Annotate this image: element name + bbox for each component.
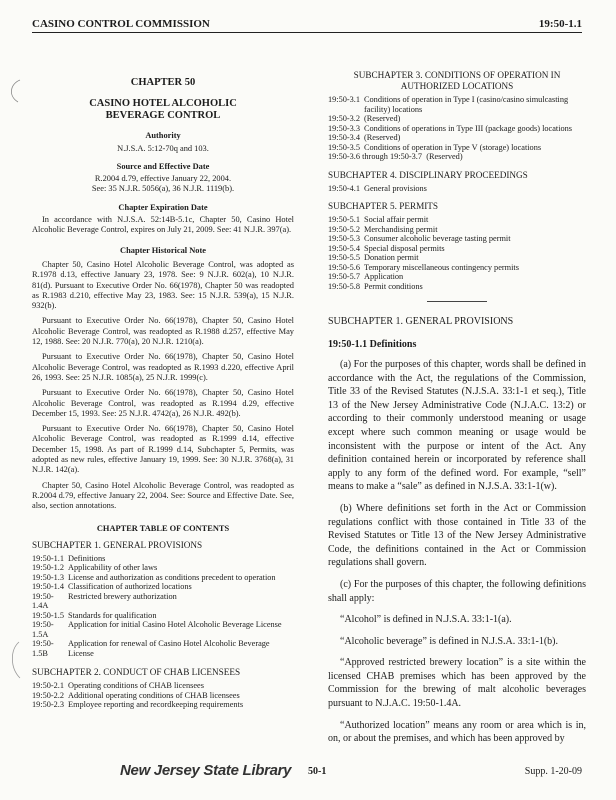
body-paragraph: “Authorized location” means any room or area which is in, on, or about the premises, and which has been approved by <box>328 719 586 745</box>
toc-entry: 19:50-1.3 License and authorization as conditions precedent to operation <box>32 572 276 582</box>
history-note: Chapter 50, Casino Hotel Alcoholic Beverage Control, was readopted as R.2004 d.79, effective January 22, 2004. See: Source and Effective Date. See, also, section annotations. <box>32 480 294 511</box>
body-paragraph: (a) For the purposes of this chapter, words shall be defined in accordance with the Act, the regulations of the Commission, Title 33 of the Revised Statutes (N.J.S.A. 33:1-1 et seq.), Title 13 of the New Jersey Administrative Code (N.J.A.C. 13:2) or according to their commonly understood meaning or usage except where such common meaning or usage would be inconsistent with the purpose or intent of the Act. Any definition contained herein or incorporated by reference shall apply to any form of the defined word. For example, “sell” means to make a “sale” as defined in N.J.S.A. 33:1-1(w). <box>328 359 586 493</box>
toc-entry: 19:50-1.5 Standards for qualification <box>32 610 157 620</box>
toc-entry: 19:50-1.5A Application for initial Casino Hotel Alcoholic Beverage License <box>32 620 282 639</box>
toc-entry: 19:50-3.2 (Reserved) <box>328 114 401 123</box>
toc-entry: 19:50-3.6 through 19:50-3.7 (Reserved) <box>328 152 463 161</box>
history-note: Pursuant to Executive Order No. 66(1978), Chapter 50, Casino Hotel Alcoholic Beverage Control, was readopted as R.1999 d.14, effective December 15, 1998. As part of R.1999 d.14, Subchapter 5, Permits, was adopted as new rules, effective January 19, 1999. See: 30 N.J.R. 3768(a), 31 N.J.R. 142(a). <box>32 424 294 475</box>
toc-subchapter-4-list <box>328 184 586 194</box>
source-heading: Source and Effective Date <box>116 161 210 171</box>
chapter-number: CHAPTER 50 <box>130 77 196 88</box>
section-divider <box>427 301 487 302</box>
toc-subchapter-3-list <box>328 95 586 162</box>
toc-entry: 19:50-3.3 Conditions of operations in Type III (package goods) locations <box>328 123 573 133</box>
toc-entry: 19:50-1.4 Classification of authorized locations <box>32 582 192 592</box>
left-column <box>32 78 294 710</box>
toc-entry: 19:50-5.3 Consumer alcoholic beverage tasting permit <box>328 234 511 243</box>
scan-edge-mark-top <box>4 78 24 104</box>
body-paragraph: (b) Where definitions set forth in the Act or Commission regulations conflict with those contained in Title 33 of the Revised Statutes or Title 13 of the New Jersey Administrative Code, the definitions contained in the Act or Commission regulations shall govern. <box>328 502 586 569</box>
toc-subchapter-4-title: SUBCHAPTER 4. DISCIPLINARY PROCEEDINGS <box>328 169 528 180</box>
source-line-2: See: 35 N.J.R. 5056(a), 36 N.J.R. 1119(b). <box>91 184 235 194</box>
toc-entry: 19:50-2.3 Employee reporting and recordkeeping requirements <box>32 700 244 710</box>
chapter-title-line-1: CASINO HOTEL ALCOHOLIC <box>89 98 237 110</box>
page-number: 50-1 <box>308 766 327 777</box>
toc-subchapter-5-list <box>328 215 586 291</box>
toc-entry: 19:50-5.1 Social affair permit <box>328 215 429 224</box>
history-note: Chapter 50, Casino Hotel Alcoholic Beverage Control, was adopted as R.1978 d.13, effective January 23, 1978. See: 9 N.J.R. 602(a), 10 N.J.R. 81(d). Pursuant to Executive Order No. 66(1978), Chapter 50 was readopted as R.1983 d.210, effective May 23, 1983. See: 15 N.J.R. 539(a), 15 N.J.R. 932(b). <box>32 259 294 311</box>
header-agency: CASINO CONTROL COMMISSION <box>32 18 210 30</box>
body-paragraph: “Alcoholic beverage” is defined in N.J.S.A. 33:1-1(b). <box>340 635 558 647</box>
toc-entry: 19:50-3.4 (Reserved) <box>328 133 401 142</box>
toc-entry: 19:50-3.5 Conditions of operation in Type V (storage) locations <box>328 142 542 152</box>
toc-entry: 19:50-5.6 Temporary miscellaneous contingency permits <box>328 262 519 272</box>
toc-subchapter-3-title-line-2: AUTHORIZED LOCATIONS <box>400 81 514 91</box>
toc-entry: 19:50-5.7 Application <box>328 272 404 281</box>
toc-entry: 19:50-1.4A Restricted brewery authorization <box>32 591 177 611</box>
toc-entry: 19:50-5.4 Special disposal permits <box>328 243 445 253</box>
history-note: Pursuant to Executive Order No. 66(1978), Chapter 50, Casino Hotel Alcoholic Beverage Control, was readopted as R.1993 d.220, effective April 26, 1993. See: 25 N.J.R. 1085(a), 25 N.J.R. 1999(c). <box>32 352 294 382</box>
definitions-body <box>328 358 586 746</box>
toc-subchapter-1-list <box>32 554 294 659</box>
body-paragraph: “Alcohol” is defined in N.J.S.A. 33:1-1(a). <box>340 614 512 626</box>
body-paragraph: “Approved restricted brewery location” is a site within the licensed CHAB premises which has been approved by the Commission for the brewing of malt alcoholic beverages pursuant to N.J.A.C. 19:50-1.4A. <box>328 657 586 710</box>
toc-subchapter-3-title-line-1: SUBCHAPTER 3. CONDITIONS OF OPERATION IN <box>353 70 561 80</box>
body-subchapter-title: SUBCHAPTER 1. GENERAL PROVISIONS <box>328 316 514 327</box>
history-note: Pursuant to Executive Order No. 66(1978), Chapter 50, Casino Hotel Alcoholic Beverage Control, was readopted as R.1994 d.29, effective December 15, 1993. See: 25 N.J.R. 4742(a), 26 N.J.R. 492(b). <box>32 388 294 418</box>
toc-subchapter-5-title: SUBCHAPTER 5. PERMITS <box>328 201 439 211</box>
authority-text: N.J.S.A. 5:12-70q and 103. <box>117 143 209 153</box>
right-column <box>328 70 586 754</box>
toc-entry: 19:50-4.1 General provisions <box>328 183 427 193</box>
toc-entry: 19:50-2.2 Additional operating conditions of CHAB licensees <box>32 690 240 700</box>
toc-heading: CHAPTER TABLE OF CONTENTS <box>96 523 230 533</box>
section-title: 19:50-1.1 Definitions <box>328 339 417 350</box>
toc-entry: 19:50-1.1 Definitions <box>32 553 106 563</box>
library-stamp: New Jersey State Library <box>120 762 292 779</box>
authority-heading: Authority <box>145 131 181 141</box>
toc-entry: 19:50-5.8 Permit conditions <box>328 281 423 291</box>
chapter-title-line-2: BEVERAGE CONTROL <box>105 110 221 122</box>
toc-subchapter-1-title: SUBCHAPTER 1. GENERAL PROVISIONS <box>32 539 203 550</box>
toc-entry: 19:50-1.5B Application for renewal of Casino Hotel Alcoholic Beverage License <box>32 639 270 658</box>
running-header <box>32 12 582 33</box>
expiration-heading: Chapter Expiration Date <box>118 202 208 212</box>
scan-edge-mark-bottom <box>4 640 24 680</box>
toc-entry: 19:50-5.5 Donation permit <box>328 253 419 262</box>
toc-subchapter-2-list <box>32 681 294 710</box>
expiration-text: In accordance with N.J.S.A. 52:14B-5.1c, Chapter 50, Casino Hotel Alcoholic Beverage Control, expires on July 21, 2009. See: 41 N.J.R. 397(a). <box>32 215 294 235</box>
header-section: 19:50-1.1 <box>538 18 582 30</box>
toc-entry: 19:50-5.2 Merchandising permit <box>328 224 438 234</box>
toc-entry: 19:50-2.1 Operating conditions of CHAB licensees <box>32 681 204 691</box>
history-heading: Chapter Historical Note <box>120 245 206 255</box>
toc-subchapter-2-title: SUBCHAPTER 2. CONDUCT OF CHAB LICENSEES <box>32 667 241 678</box>
page-footer <box>0 762 616 786</box>
source-line-1: R.2004 d.79, effective January 22, 2004. <box>94 174 232 184</box>
supplement-date: Supp. 1-20-09 <box>524 766 582 777</box>
body-paragraph: (c) For the purposes of this chapter, the following definitions shall apply: <box>328 578 586 604</box>
toc-entry: 19:50-3.1 Conditions of operation in Type I (casino/casino simulcasting facility) locations <box>328 95 569 114</box>
history-note: Pursuant to Executive Order No. 66(1978), Chapter 50, Casino Hotel Alcoholic Beverage Control, was readopted as R.1988 d.257, effective May 12, 1988. See: 20 N.J.R. 770(a), 20 N.J.R. 1210(a). <box>32 316 294 347</box>
toc-entry: 19:50-1.2 Applicability of other laws <box>32 563 158 573</box>
